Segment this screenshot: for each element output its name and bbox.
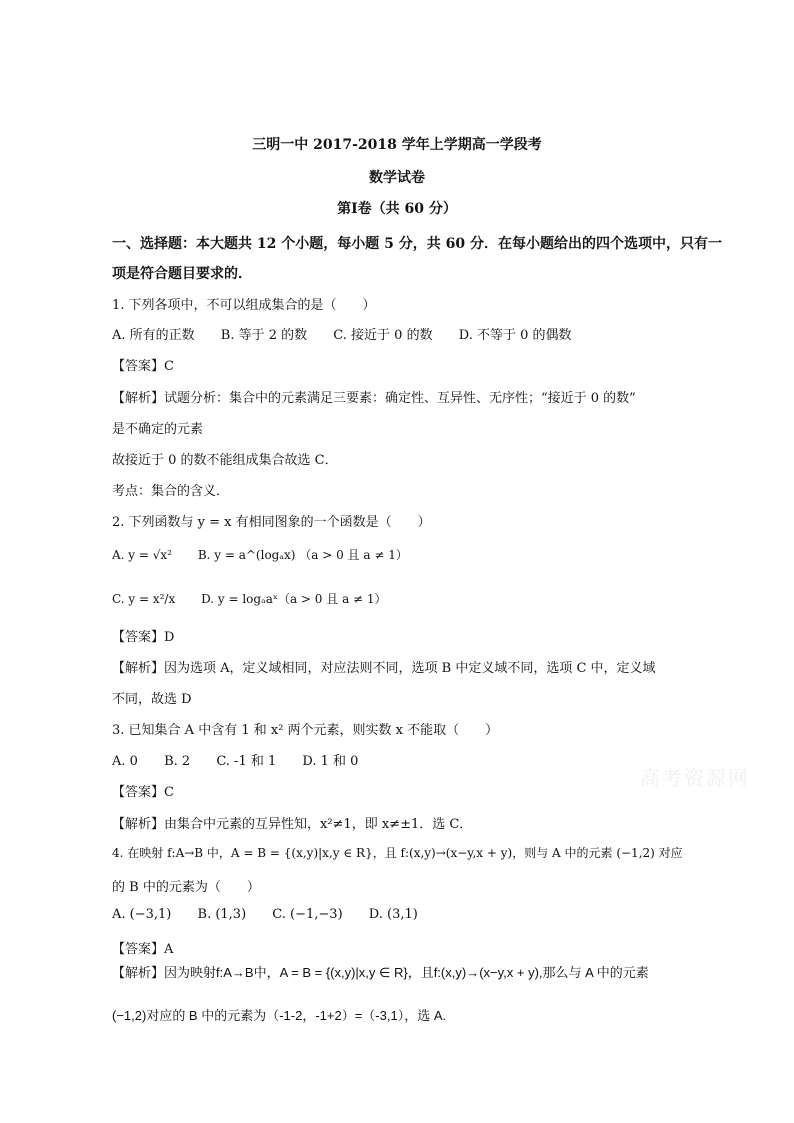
q3-option-c: C. -1 和 1 — [216, 754, 277, 769]
q2-stem: 2. 下列函数与 y = x 有相同图象的一个函数是（ ） — [112, 515, 431, 530]
q1-option-c: C. 接近于 0 的数 — [333, 328, 433, 343]
watermark-text: 高考资源网 — [640, 766, 750, 790]
q3-option-a: A. 0 — [112, 754, 138, 769]
exam-title: 三明一中 2017-2018 学年上学期高一学段考 — [252, 137, 542, 153]
q4-option-c: C. (−1,−3) — [272, 907, 343, 922]
q1-option-d: D. 不等于 0 的偶数 — [458, 328, 572, 343]
q1-point: 考点：集合的含义． — [112, 484, 230, 499]
q4-answer: 【答案】A — [112, 942, 174, 957]
q2-answer: 【答案】D — [112, 630, 175, 645]
q2-option-b: B. y = a^(logₐx) （a > 0 且 a ≠ 1） — [197, 548, 408, 562]
q2-option-d: D. y = logₐaˣ（a > 0 且 a ≠ 1） — [201, 592, 387, 606]
q1-options — [112, 324, 594, 343]
q4-analysis-line1: 【解析】因为映射f:A→B中，A = B = {(x,y)|x,y ∈ R}，且f:(x,y)→(x−y,x + y),那么与 A 中的元素 — [112, 965, 649, 980]
q1-analysis-line2: 是不确定的元素 — [112, 422, 204, 437]
q2-options-ab — [112, 546, 430, 563]
q4-stem-line1: 4. 在映射 f:A→B 中，A = B = {(x,y)|x,y ∈ R}，且 f:(x,y)→(x−y,x + y)，则与 A 中的元素 (−1,2) 对应 — [112, 846, 683, 860]
q3-option-d: D. 1 和 0 — [302, 754, 359, 769]
q2-option-a: A. y = √x² — [112, 548, 172, 562]
q3-options — [112, 750, 380, 769]
q4-options — [112, 907, 440, 922]
q3-stem: 3. 已知集合 A 中含有 1 和 x² 两个元素，则实数 x 不能取（ ） — [112, 723, 499, 738]
q1-option-a: A. 所有的正数 — [112, 328, 195, 343]
section-heading-line1: 一、选择题：本大题共 12 个小题，每小题 5 分，共 60 分．在每小题给出的四个选项中，只有一 — [112, 236, 722, 252]
q4-option-d: D. (3,1) — [368, 907, 418, 922]
q3-option-b: B. 2 — [164, 754, 191, 769]
q4-stem-line2: 的 B 中的元素为（ ） — [112, 880, 260, 895]
section-heading-line2: 项是符合题目要求的． — [112, 266, 252, 282]
q4-analysis-line2: (−1,2)对应的 B 中的元素为（-1-2，-1+2）=（-3,1），选 A. — [112, 1008, 447, 1023]
q2-options-cd — [112, 590, 409, 607]
q3-answer: 【答案】C — [112, 785, 174, 800]
q4-option-b: B. (1,3) — [197, 907, 247, 922]
q1-answer: 【答案】C — [112, 359, 174, 374]
q2-analysis-line1: 【解析】因为选项 A，定义域相同，对应法则不同，选项 B 中定义域不同，选项 C 中，定义域 — [112, 661, 656, 676]
q3-analysis: 【解析】由集合中元素的互异性知，x²≠1，即 x≠±1．选 C． — [112, 817, 473, 832]
exam-subtitle: 数学试卷 — [369, 170, 425, 186]
q4-option-a: A. (−3,1) — [112, 907, 172, 922]
q1-stem: 1. 下列各项中，不可以组成集合的是（ ） — [112, 298, 376, 313]
q1-analysis-line3: 故接近于 0 的数不能组成集合故选 C． — [112, 453, 338, 468]
volume-heading: 第Ⅰ卷（共 60 分） — [337, 201, 457, 217]
q1-option-b: B. 等于 2 的数 — [220, 328, 308, 343]
q2-option-c: C. y = x²/x — [112, 592, 176, 606]
q2-analysis-line2: 不同，故选 D — [112, 692, 192, 707]
q1-analysis-line1: 【解析】试题分析：集合中的元素满足三要素：确定性、互异性、无序性；“接近于 0 的数” — [112, 391, 636, 406]
